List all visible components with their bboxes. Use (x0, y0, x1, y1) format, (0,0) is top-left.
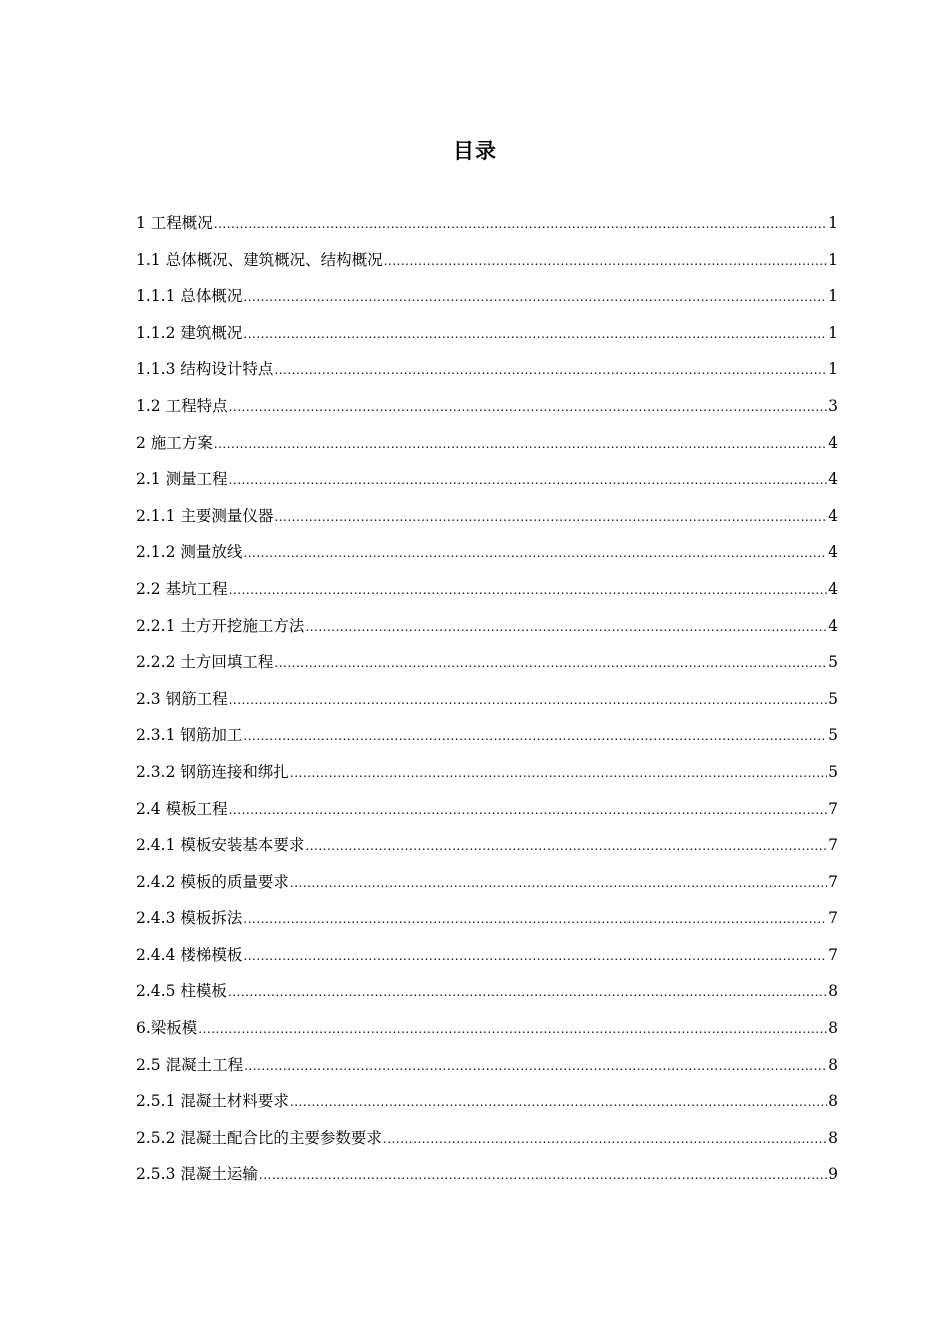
toc-entry[interactable] (136, 247, 838, 284)
toc-leader-dots (290, 1089, 827, 1115)
toc-page-number: 4 (828, 470, 838, 489)
toc-entry[interactable] (136, 1015, 838, 1052)
toc-page-number: 5 (828, 653, 838, 672)
toc-entry[interactable] (136, 393, 838, 430)
toc-entry[interactable] (136, 430, 838, 467)
toc-entry-title: 2.5 混凝土工程 (136, 1055, 244, 1074)
toc-page-number: 1 (828, 323, 838, 342)
toc-entry[interactable] (136, 1088, 838, 1125)
toc-entry[interactable] (136, 356, 838, 393)
toc-page-number: 4 (828, 543, 838, 562)
toc-leader-dots (274, 357, 827, 383)
toc-entry-title: 2.2 基坑工程 (136, 579, 228, 598)
toc-entry[interactable] (136, 832, 838, 869)
toc-page-number: 7 (828, 799, 838, 818)
toc-entry[interactable] (136, 869, 838, 906)
toc-entry-title: 2.4.2 模板的质量要求 (136, 872, 289, 891)
toc-entry-title: 2 施工方案 (136, 433, 213, 452)
toc-leader-dots (243, 906, 827, 932)
toc-entry[interactable] (136, 796, 838, 833)
toc-leader-dots (243, 284, 827, 310)
toc-leader-dots (229, 577, 828, 603)
toc-entry-title: 2.4.3 模板拆法 (136, 909, 243, 928)
toc-page-number: 7 (828, 836, 838, 855)
toc-leader-dots (214, 431, 827, 457)
toc-entry[interactable] (136, 466, 838, 503)
toc-leader-dots (198, 1016, 827, 1042)
toc-entry-title: 2.3 钢筋工程 (136, 689, 228, 708)
toc-entry[interactable] (136, 283, 838, 320)
toc-entry-title: 2.4 模板工程 (136, 799, 228, 818)
toc-page-number: 8 (828, 982, 838, 1001)
toc-entry[interactable] (136, 905, 838, 942)
toc-entry-title: 1.1.2 建筑概况 (136, 323, 243, 342)
toc-page-number: 5 (828, 762, 838, 781)
toc-list (136, 210, 838, 1198)
toc-page-number: 5 (828, 689, 838, 708)
toc-page-number: 7 (828, 945, 838, 964)
toc-entry-title: 1.1.1 总体概况 (136, 287, 243, 306)
toc-leader-dots (243, 723, 827, 749)
toc-entry[interactable] (136, 649, 838, 686)
toc-entry[interactable] (136, 320, 838, 357)
toc-leader-dots (229, 467, 828, 493)
toc-entry[interactable] (136, 759, 838, 796)
toc-entry-title: 2.4.4 楼梯模板 (136, 945, 243, 964)
toc-entry-title: 2.5.1 混凝土材料要求 (136, 1092, 289, 1111)
toc-page-number: 4 (828, 506, 838, 525)
toc-leader-dots (244, 1053, 827, 1079)
toc-leader-dots (229, 797, 828, 823)
toc-entry-title: 2.1 测量工程 (136, 470, 228, 489)
toc-page-number: 5 (828, 726, 838, 745)
toc-page-number: 7 (828, 872, 838, 891)
toc-entry[interactable] (136, 978, 838, 1015)
toc-leader-dots (228, 979, 827, 1005)
toc-leader-dots (274, 504, 827, 530)
toc-entry-title: 1 工程概况 (136, 214, 213, 232)
toc-page-number: 4 (828, 616, 838, 635)
toc-leader-dots (214, 211, 827, 237)
toc-entry-title: 2.5.2 混凝土配合比的主要参数要求 (136, 1128, 382, 1147)
toc-entry[interactable] (136, 503, 838, 540)
toc-page-number: 1 (828, 214, 838, 232)
toc-entry-title: 1.1.3 结构设计特点 (136, 360, 274, 379)
toc-page-number: 3 (828, 396, 838, 415)
toc-entry[interactable] (136, 539, 838, 576)
toc-page-number: 4 (828, 579, 838, 598)
toc-page-number: 4 (828, 433, 838, 452)
toc-leader-dots (229, 394, 828, 420)
toc-page-number: 8 (828, 1055, 838, 1074)
toc-entry[interactable] (136, 686, 838, 723)
toc-leader-dots (305, 833, 827, 859)
toc-leader-dots (290, 760, 827, 786)
toc-page-number: 8 (828, 1019, 838, 1038)
toc-entry-title: 2.2.1 土方开挖施工方法 (136, 616, 305, 635)
toc-entry[interactable] (136, 576, 838, 613)
toc-entry[interactable] (136, 210, 838, 247)
toc-leader-dots (229, 687, 828, 713)
toc-leader-dots (243, 321, 827, 347)
toc-entry[interactable] (136, 1125, 838, 1162)
toc-page-number: 8 (828, 1128, 838, 1147)
toc-leader-dots (383, 1126, 827, 1152)
toc-page-number: 1 (828, 250, 838, 269)
toc-entry-title: 1.1 总体概况、建筑概况、结构概况 (136, 250, 383, 269)
toc-entry-title: 1.2 工程特点 (136, 396, 228, 415)
toc-leader-dots (274, 650, 827, 676)
toc-entry[interactable] (136, 942, 838, 979)
toc-leader-dots (243, 540, 827, 566)
toc-entry[interactable] (136, 722, 838, 759)
toc-title: 目录 (453, 139, 497, 163)
toc-page-number: 1 (828, 360, 838, 379)
toc-leader-dots (305, 614, 827, 640)
toc-entry[interactable] (136, 1161, 838, 1198)
toc-entry-title: 2.3.2 钢筋连接和绑扎 (136, 762, 289, 781)
toc-page-number: 7 (828, 909, 838, 928)
toc-page-number: 9 (828, 1165, 838, 1184)
toc-entry-title: 2.5.3 混凝土运输 (136, 1165, 258, 1184)
toc-leader-dots (290, 870, 827, 896)
toc-entry-title: 2.4.1 模板安装基本要求 (136, 836, 305, 855)
toc-page-number: 1 (828, 287, 838, 306)
toc-entry-title: 2.3.1 钢筋加工 (136, 726, 243, 745)
toc-entry[interactable] (136, 1052, 838, 1089)
toc-leader-dots (243, 943, 827, 969)
toc-entry[interactable] (136, 613, 838, 650)
toc-entry-title: 2.4.5 柱模板 (136, 982, 227, 1001)
toc-entry-title: 2.2.2 土方回填工程 (136, 653, 274, 672)
toc-page-number: 8 (828, 1092, 838, 1111)
toc-leader-dots (259, 1162, 827, 1188)
toc-entry-title: 2.1.2 测量放线 (136, 543, 243, 562)
toc-entry-title: 2.1.1 主要测量仪器 (136, 506, 274, 525)
toc-entry-title: 6.梁板模 (136, 1019, 198, 1038)
toc-leader-dots (384, 248, 828, 274)
